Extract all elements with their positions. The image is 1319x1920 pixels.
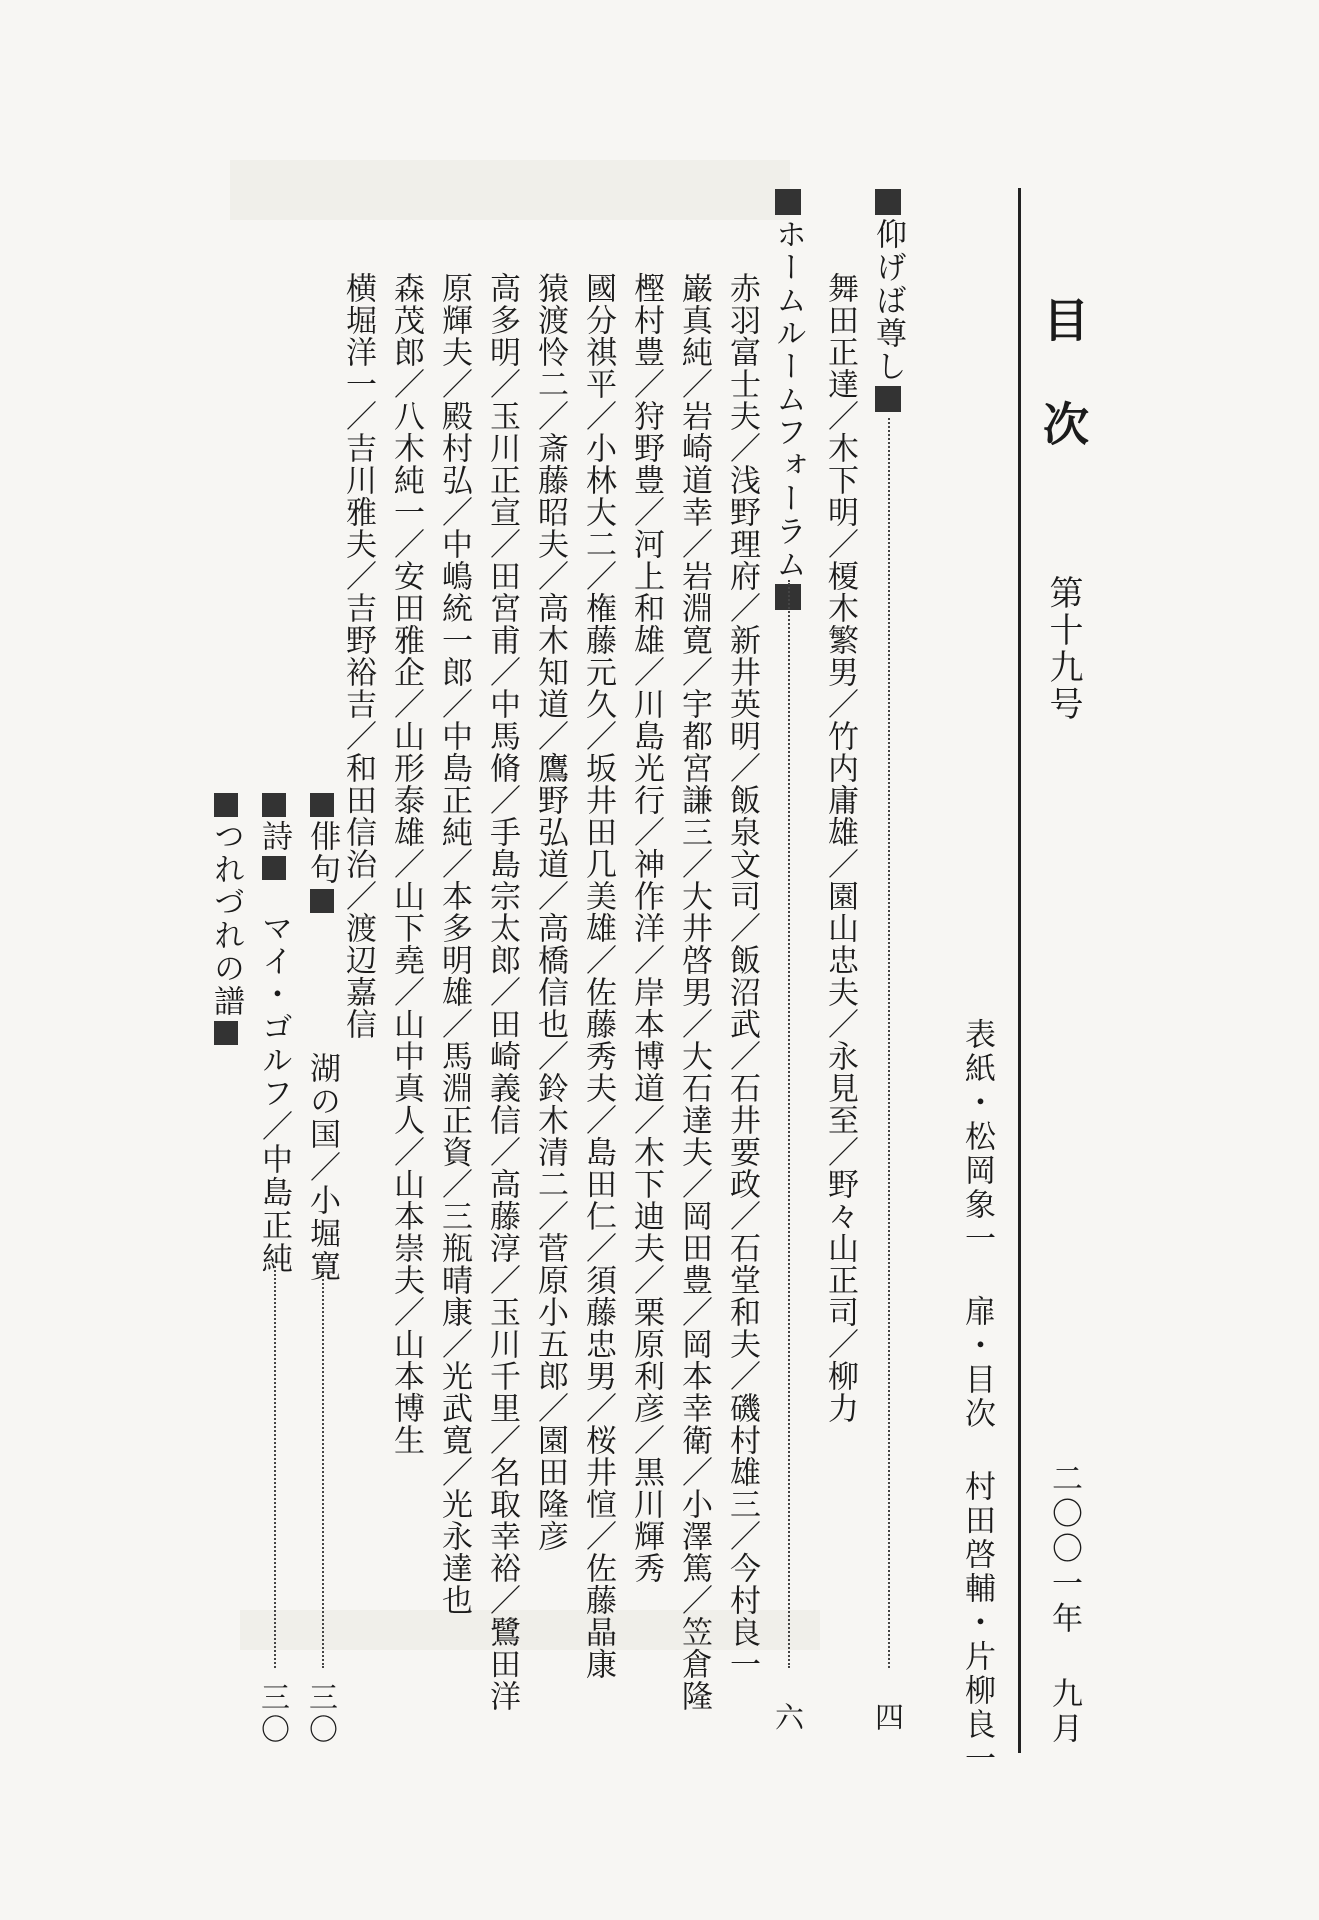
page-number-poem: 三〇 (257, 1682, 291, 1746)
dot-leader (274, 1266, 276, 1668)
section-marker-icon (310, 889, 334, 913)
header-rule (1018, 188, 1021, 1753)
section-marker-icon (214, 1021, 238, 1045)
dot-leader (322, 1268, 324, 1668)
section-marker-icon (875, 189, 901, 215)
bleed-through-mark (230, 160, 790, 220)
contributor-line: 巌真純／岩崎道幸／岩淵寛／宇都宮謙三／大井啓男／大石達夫／岡田豊／岡本幸衛／小澤篤／笠倉隆 (676, 272, 712, 1712)
cover-credit: 表紙・松岡象一 扉・目次 村田啓輔・片柳良一 (959, 1018, 995, 1776)
section-marker-icon (262, 793, 286, 817)
issue-date: 二〇〇一年 九月 (1046, 1462, 1082, 1747)
section-heading-aogeba: 仰げば尊し (872, 186, 903, 415)
dot-leader (788, 580, 790, 1668)
page-number-haiku: 三〇 (305, 1682, 339, 1746)
section-marker-icon (214, 793, 238, 817)
contributor-line: 原輝夫／殿村弘／中嶋統一郎／中島正純／本多明雄／馬淵正資／三瓶晴康／光武寛／光永達也 (436, 272, 472, 1616)
section-marker-icon (775, 189, 801, 215)
contributor-line: 猿渡怜二／斎藤昭夫／高木知道／鷹野弘道／高橋信也／鈴木清二／菅原小五郎／園田隆彦 (532, 272, 568, 1552)
section-marker-icon (310, 793, 334, 817)
section-heading-homeroom: ホームルームフォーラム (772, 186, 803, 613)
contributor-line: 樫村豊／狩野豊／河上和雄／川島光行／神作洋／岸本博道／木下迪夫／栗原利彦／黒川輝秀 (628, 272, 664, 1584)
section-marker-icon (875, 386, 901, 412)
haiku-entry: 湖の国／小堀寛 (304, 1052, 340, 1283)
contributor-line: 舞田正達／木下明／榎木繁男／竹内庸雄／園山忠夫／永見至／野々山正司／柳力 (822, 272, 858, 1424)
page-number-aogeba: 四 (871, 1702, 905, 1734)
contributor-line: 赤羽富士夫／浅野理府／新井英明／飯泉文司／飯沼武／石井要政／石堂和夫／磯村雄三／今村良一 (724, 272, 760, 1680)
page-title: 目次 (1036, 296, 1090, 504)
poem-entry: マイ・ゴルフ／中島正純 (256, 912, 292, 1275)
page-number-homeroom: 六 (771, 1702, 805, 1734)
contributor-line: 國分祺平／小林大二／権藤元久／坂井田几美雄／佐藤秀夫／島田仁／須藤忠男／桜井愃／佐藤晶康 (580, 272, 616, 1680)
dot-leader (888, 418, 890, 1668)
contributor-line: 横堀洋一／吉川雅夫／吉野裕吉／和田信治／渡辺嘉信 (340, 272, 376, 1040)
section-marker-icon (262, 856, 286, 880)
section-heading-tsurezure: つれづれの譜 (210, 790, 241, 1048)
contributor-line: 高多明／玉川正宣／田宮甫／中馬脩／手島宗太郎／田崎義信／高藤淳／玉川千里／名取幸裕／鷺田洋 (484, 272, 520, 1712)
section-heading-haiku: 俳句 (306, 790, 337, 916)
contributor-line: 森茂郎／八木純一／安田雅企／山形泰雄／山下堯／山中真人／山本崇夫／山本博生 (388, 272, 424, 1456)
section-heading-poem: 詩 (258, 790, 289, 883)
issue-number: 第十九号 (1043, 575, 1083, 723)
